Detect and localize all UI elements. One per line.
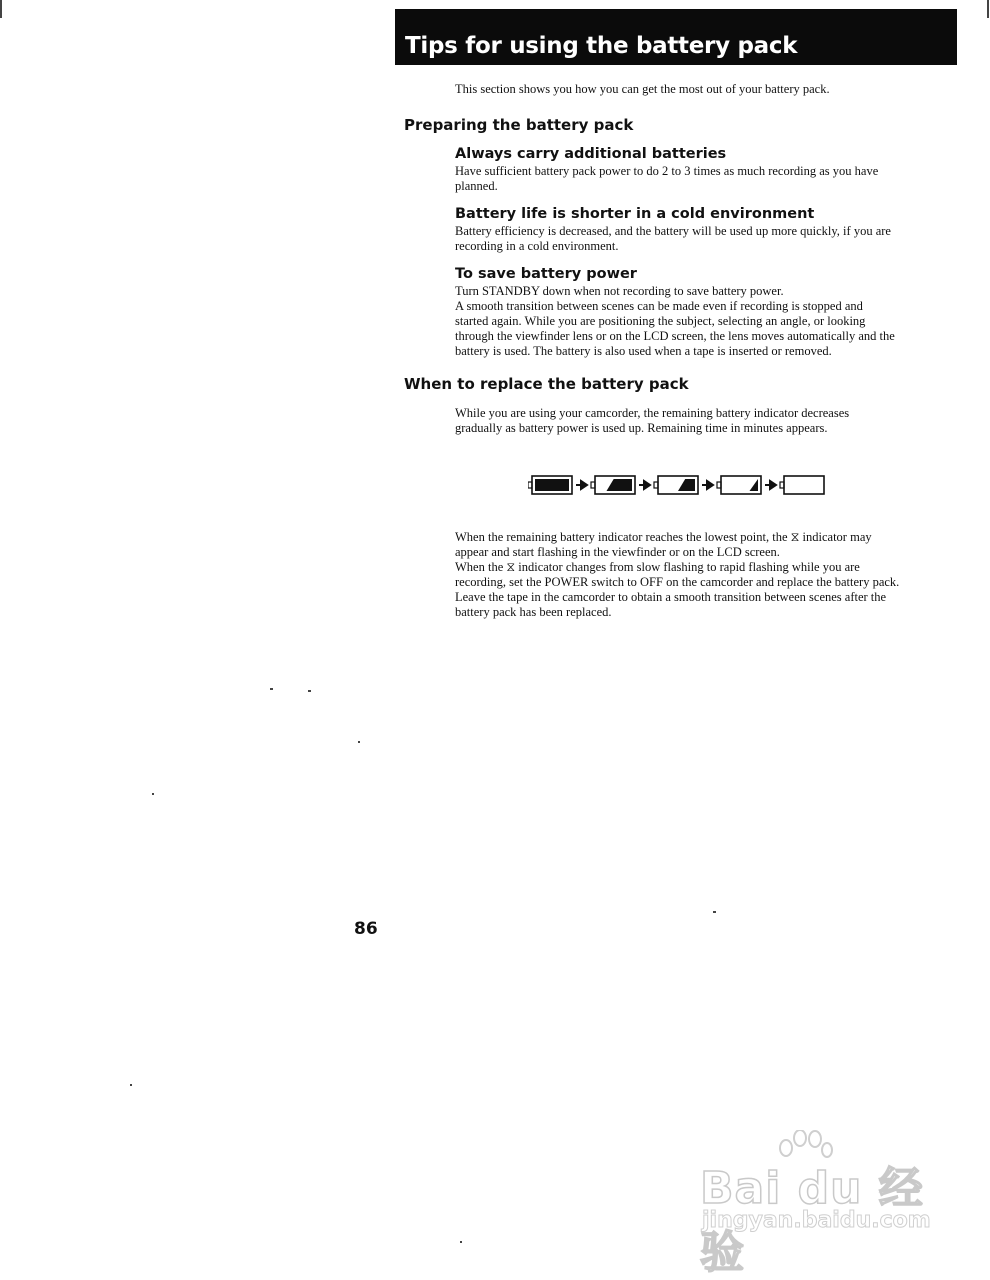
scan-edge-mark xyxy=(0,0,2,18)
paragraph-save-power xyxy=(455,284,960,359)
text-line: recording, set the POWER switch to OFF on the camcorder and replace the battery pack. xyxy=(455,575,900,589)
text-line: Battery efficiency is decreased, and the battery will be used up more quickly, if you are xyxy=(455,224,891,238)
watermark-url: jingyan.baidu.com xyxy=(702,1208,931,1233)
watermark-brand: Bai du 经验 xyxy=(700,1163,924,1278)
scan-speck xyxy=(713,911,716,913)
text-line: While you are using your camcorder, the remaining battery indicator decreases xyxy=(455,406,850,420)
title-bar xyxy=(395,9,957,65)
text-line: recording in a cold environment. xyxy=(455,239,619,253)
arrow-right-icon xyxy=(702,481,713,489)
battery-indicator-icon xyxy=(528,476,572,494)
watermark xyxy=(700,1130,950,1278)
text-line: Have sufficient battery pack power to do 2 to 3 times as much recording as you have xyxy=(455,164,879,178)
page-number: 86 xyxy=(354,919,378,939)
text-line: When the remaining battery indicator reaches the lowest point, the ⧖ indicator may xyxy=(455,530,872,544)
arrow-right-icon xyxy=(765,481,776,489)
subheading-cold-environment: Battery life is shorter in a cold environment xyxy=(455,206,815,222)
text-line: Leave the tape in the camcorder to obtain a smooth transition between scenes after the xyxy=(455,590,887,604)
text-line: planned. xyxy=(455,179,498,193)
text-line: battery is used. The battery is also used when a tape is inserted or removed. xyxy=(455,344,832,358)
paragraph-replace-instructions xyxy=(455,530,960,620)
scan-speck xyxy=(460,1241,462,1243)
section-heading-preparing: Preparing the battery pack xyxy=(404,116,634,134)
section-heading-replace: When to replace the battery pack xyxy=(404,375,689,393)
page-title: Tips for using the battery pack xyxy=(405,33,798,59)
text-line: appear and start flashing in the viewfinder or on the LCD screen. xyxy=(455,545,780,559)
scan-speck xyxy=(130,1084,132,1086)
scan-edge-mark xyxy=(987,0,989,18)
scan-speck xyxy=(358,741,360,743)
text-line: battery pack has been replaced. xyxy=(455,605,612,619)
arrow-right-icon xyxy=(576,481,587,489)
text-line: Turn STANDBY down when not recording to save battery power. xyxy=(455,284,784,298)
arrow-right-icon xyxy=(639,481,650,489)
battery-indicator-icon xyxy=(717,476,761,494)
scan-speck xyxy=(308,690,311,692)
paragraph-cold-environment xyxy=(455,224,960,254)
subheading-carry-batteries: Always carry additional batteries xyxy=(455,146,727,162)
paragraph-indicator-decreases xyxy=(455,406,960,436)
battery-indicator-icon xyxy=(780,476,824,494)
subheading-save-power: To save battery power xyxy=(455,266,637,282)
text-line: gradually as battery power is used up. Remaining time in minutes appears. xyxy=(455,421,828,435)
intro-text: This section shows you how you can get the most out of your battery pack. xyxy=(455,82,830,96)
paragraph-carry-batteries xyxy=(455,164,960,194)
text-line: A smooth transition between scenes can be made even if recording is stopped and xyxy=(455,299,863,313)
text-line: When the ⧖ indicator changes from slow flashing to rapid flashing while you are xyxy=(455,560,860,574)
scan-speck xyxy=(270,688,273,690)
battery-indicator-icon xyxy=(654,476,698,494)
battery-level-diagram xyxy=(528,473,830,497)
battery-indicator-icon xyxy=(591,476,635,494)
text-line: started again. While you are positioning the subject, selecting an angle, or looking xyxy=(455,314,866,328)
text-line: through the viewfinder lens or on the LCD screen, the lens moves automatically and the xyxy=(455,329,895,343)
scan-speck xyxy=(152,793,154,795)
